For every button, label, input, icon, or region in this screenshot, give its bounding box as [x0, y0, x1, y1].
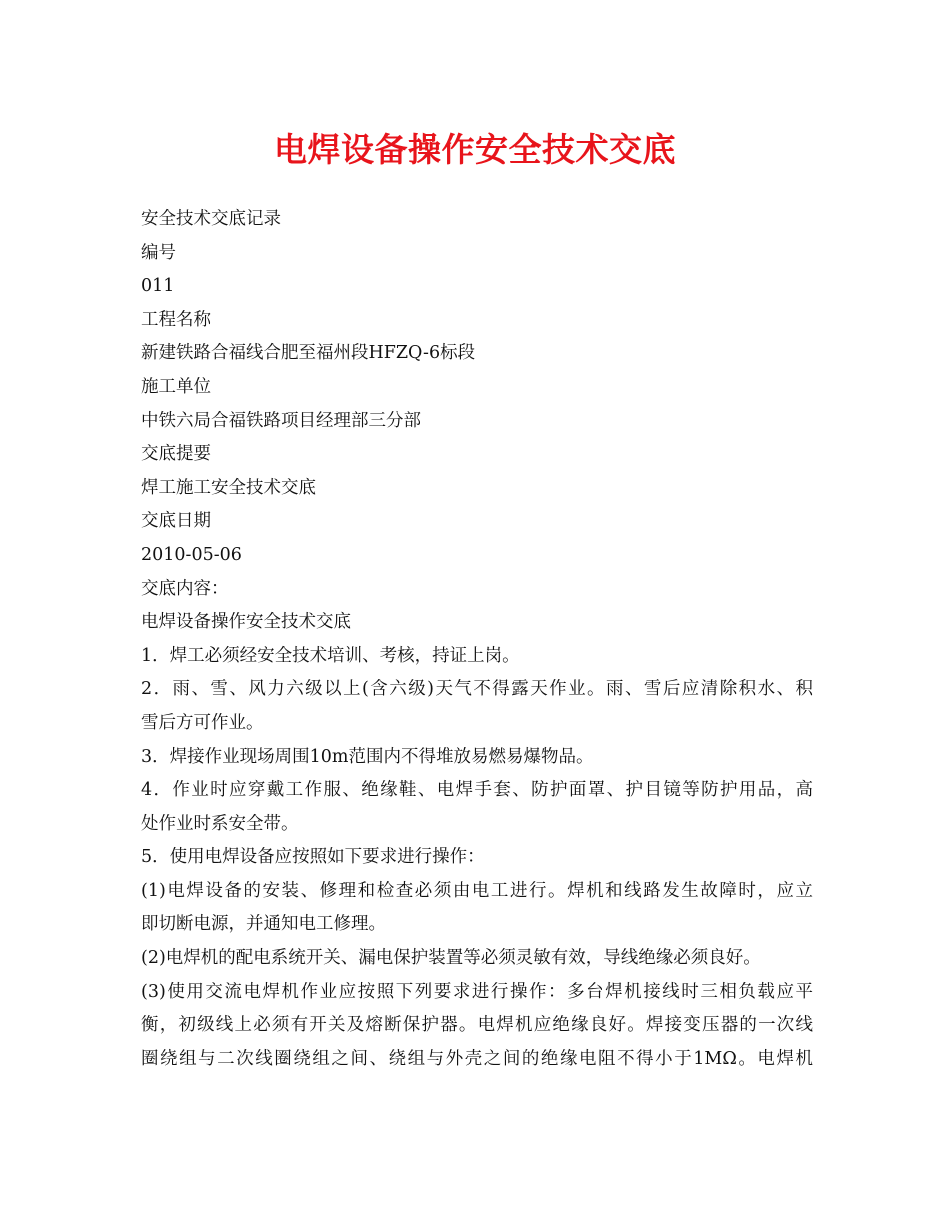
- text-line: 焊工施工安全技术交底: [141, 477, 316, 498]
- text-line: (3)使用交流电焊机作业应按照下列要求进行操作：多台焊机接线时三相负载应平: [141, 981, 813, 1002]
- text-line: 交底提要: [141, 444, 211, 465]
- text-line: 交底日期: [141, 511, 211, 532]
- text-line: 电焊设备操作安全技术交底: [141, 612, 351, 633]
- text-line: 安全技术交底记录: [141, 209, 281, 229]
- text-line: 3．焊接作业现场周围10m范围内不得堆放易燃易爆物品。: [141, 746, 594, 767]
- text-line: 编号: [141, 242, 176, 263]
- document-body: [141, 203, 813, 1076]
- text-line: 中铁六局合福铁路项目经理部三分部: [141, 410, 421, 431]
- text-line: 处作业时系安全带。: [141, 813, 299, 834]
- text-line: 雪后方可作业。: [141, 712, 264, 733]
- text-line: 5．使用电焊设备应按照如下要求进行操作：: [141, 847, 485, 868]
- text-line: (2)电焊机的配电系统开关、漏电保护装置等必须灵敏有效，导线绝缘必须良好。: [141, 948, 761, 969]
- text-line: 1．焊工必须经安全技术培训、考核，持证上岗。: [141, 645, 520, 666]
- text-line: (1)电焊设备的安装、修理和检查必须由电工进行。焊机和线路发生故障时，应立: [141, 880, 813, 901]
- text-line: 新建铁路合福线合肥至福州段HFZQ-6标段: [141, 343, 476, 364]
- text-line: 施工单位: [141, 376, 211, 397]
- text-line: 2010-05-06: [141, 544, 242, 565]
- text-line: 交底内容：: [141, 578, 229, 599]
- text-line: 2．雨、雪、风力六级以上(含六级)天气不得露天作业。雨、雪后应清除积水、积: [141, 679, 813, 700]
- text-line: 衡，初级线上必须有开关及熔断保护器。电焊机应绝缘良好。焊接变压器的一次线: [141, 1015, 813, 1036]
- text-line: 圈绕组与二次线圈绕组之间、绕组与外壳之间的绝缘电阻不得小于1MΩ。电焊机: [141, 1048, 813, 1069]
- text-line: 工程名称: [141, 309, 211, 330]
- text-line: 011: [141, 276, 175, 297]
- document-title: 电焊设备操作安全技术交底: [274, 130, 676, 169]
- text-line: 4．作业时应穿戴工作服、绝缘鞋、电焊手套、防护面罩、护目镜等防护用品，高: [141, 780, 813, 801]
- text-line: 即切断电源，并通知电工修理。: [141, 914, 386, 935]
